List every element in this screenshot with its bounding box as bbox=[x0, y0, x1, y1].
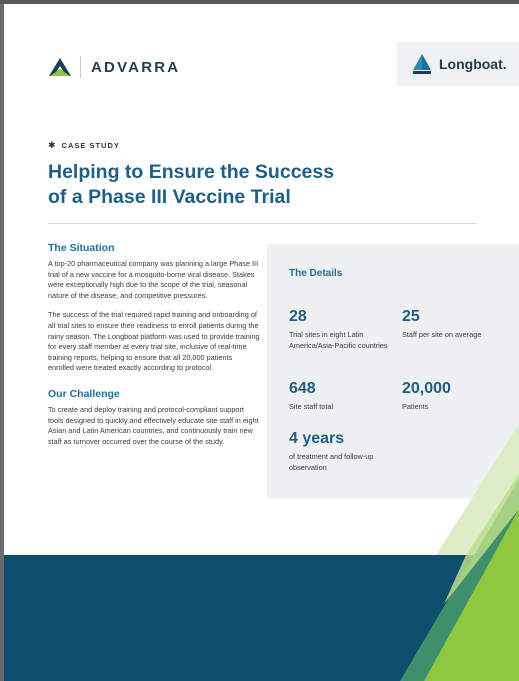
case-study-eyebrow bbox=[48, 140, 120, 151]
logo-divider bbox=[80, 56, 81, 78]
stat-value: 25 bbox=[402, 308, 420, 325]
eyebrow-label: CASE STUDY bbox=[61, 141, 120, 150]
advarra-wordmark: ADVARRA bbox=[91, 58, 181, 76]
advarra-logo bbox=[48, 56, 180, 78]
left-column bbox=[48, 242, 260, 456]
stat-label: Staff per site on average bbox=[402, 330, 482, 339]
title-line-2: of a Phase III Vaccine Trial bbox=[48, 186, 291, 208]
stat-trial-sites bbox=[289, 308, 389, 351]
challenge-paragraph: To create and deploy training and protocol-compliant support tools designed to quickly and effectively educate site staff in eight Asian and Latin American countries, and continuously train new staff as turnover occurred over the course of the study. bbox=[48, 404, 259, 446]
situation-heading: The Situation bbox=[48, 242, 115, 254]
details-heading: The Details bbox=[289, 268, 343, 279]
stat-value: 20,000 bbox=[402, 380, 451, 397]
footer-band bbox=[4, 555, 519, 681]
stat-patients bbox=[402, 380, 502, 413]
stat-value: 4 years bbox=[289, 430, 345, 447]
stat-site-staff bbox=[289, 380, 389, 413]
situation-paragraph-2: The success of the trial required rapid training and onboarding of all trial sites to ensure their readiness to enroll patients during the rainy season. The Longboat platform was used to provide training for every staff member at every trial site, inclusive of real-time training reports, helping to ensure that all 20,000 patients enrolled were treated exactly according to protocol. bbox=[48, 310, 260, 373]
longboat-logo bbox=[397, 42, 519, 86]
title-line-1: Helping to Ensure the Success bbox=[48, 161, 335, 183]
title-divider bbox=[48, 223, 476, 224]
longboat-wordmark: Longboat. bbox=[439, 56, 507, 72]
document-page bbox=[4, 4, 519, 681]
stat-value: 648 bbox=[289, 380, 316, 397]
challenge-heading: Our Challenge bbox=[48, 387, 120, 400]
page-title bbox=[48, 160, 388, 210]
gear-icon: ✱ bbox=[48, 140, 57, 150]
stat-label: of treatment and follow-up observation bbox=[289, 452, 374, 472]
situation-paragraph-1: A top-20 pharmaceutical company was planning a large Phase III trial of a new vaccine for a mosquito-borne viral disease. Stakes were exceptionally high due to the scope of the trial, seasonal nature of the disease, and competitive pressures. bbox=[48, 259, 259, 300]
stat-staff-per-site bbox=[402, 308, 502, 341]
stat-label: Trial sites in eight Latin America/Asia-Pacific countries bbox=[289, 330, 388, 350]
stat-label: Site staff total bbox=[289, 402, 334, 411]
advarra-mark-icon bbox=[48, 57, 72, 77]
stat-label: Patients bbox=[402, 402, 429, 411]
longboat-sail-icon bbox=[411, 53, 433, 75]
stat-value: 28 bbox=[289, 308, 307, 325]
stat-duration bbox=[289, 430, 389, 473]
details-panel bbox=[267, 244, 519, 498]
